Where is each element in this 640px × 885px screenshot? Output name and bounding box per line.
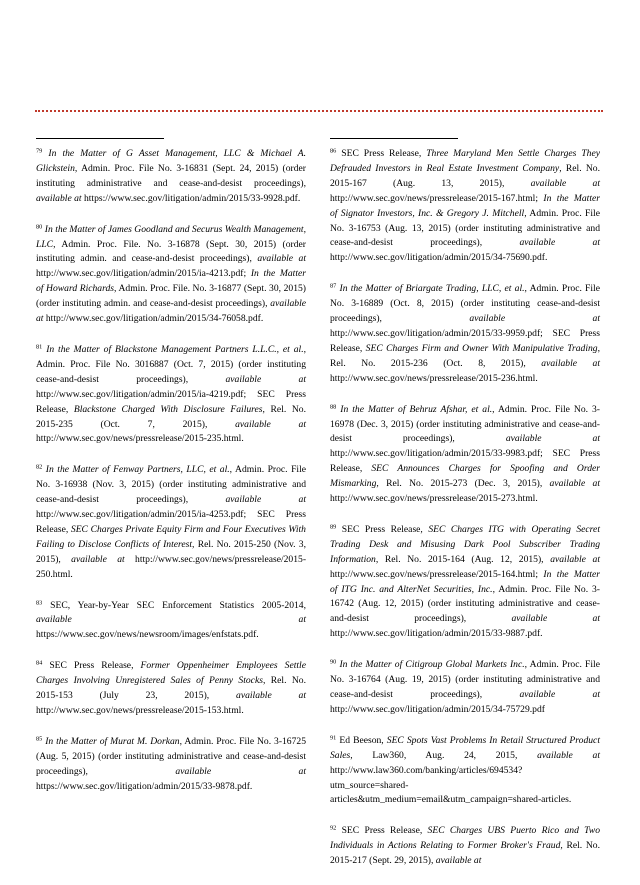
footnote-90	[330, 658, 600, 718]
footnote-79	[36, 147, 306, 207]
footnote-text: http://www.sec.gov/litigation/admin/2015/ia-4219.pdf; SEC Press Release,	[36, 388, 306, 415]
footnote-87	[330, 282, 600, 386]
footnote-text: https://www.sec.gov/litigation/admin/2015/33-9878.pdf.	[36, 780, 253, 792]
footnote-91	[330, 734, 600, 809]
footnote-81	[36, 343, 306, 447]
footnote-text: http://www.sec.gov/litigation/admin/2015/33-9983.pdf; SEC Press Release,	[330, 448, 600, 475]
footnote-italic-text: available at	[36, 614, 306, 626]
footnote-text: , Rel. No. 2015-273 (Dec. 3, 2015),	[376, 478, 550, 490]
footnote-italic-text: In the Matter of James Goodland and Securus Wealth Management, LLC	[36, 223, 306, 250]
footnote-text: , Admin. Proc. File No. 3-16831 (Sept. 24, 2015) (order instituting administrative and cease-and-desist proceedings),	[36, 162, 306, 189]
footnote-text: http://www.sec.gov/news/pressrelease/2015-167.html;	[330, 192, 544, 204]
footnote-separator	[36, 138, 164, 139]
footnote-italic-text: In the Matter of Behruz Afshar, et al.	[340, 403, 493, 415]
footnote-number: 88	[330, 403, 337, 410]
footnote-text: , Law360, Aug. 24, 2015,	[350, 749, 538, 761]
footnote-text: https://www.sec.gov/litigation/admin/2015/33-9928.pdf.	[81, 192, 301, 204]
footnote-italic-text: In the Matter of Howard Richards	[36, 268, 306, 295]
footnote-italic-text: available at	[549, 478, 600, 490]
footnote-83	[36, 599, 306, 644]
footnote-italic-text: available at	[36, 192, 82, 204]
footnote-list	[330, 147, 600, 869]
footnote-text: , Admin. Proc. File No. 3-16764 (Aug. 19, 2015) (order instituting administrative and cease-and-desist proceedings),	[330, 659, 600, 700]
footnote-italic-text: available at	[550, 553, 601, 565]
footnote-italic-text: available at	[36, 298, 306, 325]
footnote-italic-text: available at	[530, 177, 600, 189]
footnote-text: http://www.sec.gov/litigation/admin/2015/33-9887.pdf.	[330, 628, 543, 640]
footnote-text: http://www.sec.gov/news/pressrelease/2015-236.html.	[330, 372, 538, 384]
footnote-number: 84	[36, 659, 43, 667]
footnote-text: http://www.sec.gov/litigation/admin/2015/34-76058.pdf.	[43, 313, 264, 325]
footnote-text: , Rel. No. 2015-164 (Aug. 12, 2015),	[375, 553, 551, 565]
footnote-italic-text: In the Matter of Signator Investors, Inc. & Gregory J. Mitchell	[330, 192, 601, 219]
footnote-italic-text: available at	[175, 765, 306, 777]
section-divider	[35, 110, 603, 112]
footnote-italic-text: Blackstone Charged With Disclosure Failures	[73, 403, 263, 415]
footnote-italic-text: available at	[71, 553, 125, 565]
footnote-text: http://www.sec.gov/news/pressrelease/2015-153.html.	[36, 705, 244, 716]
footnotes-right-column	[330, 138, 600, 885]
footnote-italic-text: available at	[469, 313, 600, 325]
footnote-text: http://www.sec.gov/litigation/admin/2015/33-9959.pdf; SEC Press Release,	[330, 327, 600, 354]
footnote-84	[36, 659, 306, 719]
footnote-number: 79	[36, 147, 43, 155]
footnote-italic-text: In the Matter of G Asset Management, LLC & Michael A. Glickstein	[36, 148, 307, 174]
footnote-text: , Rel. No. 2015-153 (July 23, 2015),	[36, 675, 306, 702]
footnote-text: SEC, Year-by-Year SEC Enforcement Statistics 2005-2014,	[50, 599, 306, 611]
footnote-italic-text: available at	[511, 613, 600, 625]
footnote-text: , Admin. Proc. File. No. 3-16877 (Sept. 30, 2015)(order instituting admin. and cease-and-desist proceedings),	[36, 283, 307, 310]
footnote-italic-text: Three Maryland Men Settle Charges They Defrauded Investors in Real Estate Investment Company	[330, 148, 600, 174]
footnotes-left-column	[36, 138, 306, 811]
footnote-italic-text: SEC Announces Charges for Spoofing and Order Mismarking	[330, 463, 600, 490]
footnote-number: 86	[330, 147, 337, 155]
footnote-text: SEC Press Release,	[341, 825, 428, 837]
footnote-88	[330, 403, 600, 507]
footnote-text: http://www.sec.gov/news/pressrelease/2015-235.html.	[36, 433, 244, 445]
footnote-number: 83	[36, 598, 43, 606]
footnote-text: http://www.sec.gov/litigation/admin/2015/ia-4253.pdf; SEC Press Release,	[36, 509, 306, 535]
footnote-text: , Admin. Proc. File No. 3-16742 (Aug. 12, 2015) (order instituting administrative and cease-and-desist proceedings),	[330, 583, 600, 625]
footnote-86	[330, 147, 600, 266]
footnote-82	[36, 463, 306, 582]
footnote-text: , Admin. Proc. File No. 3-16978 (Dec. 3, 2015) (order instituting administrative and cease-and-desist proceedings),	[330, 403, 600, 445]
footnote-text: http://www.law360.com/banking/articles/694534?utm_source=shared-articles&utm_medium=email&utm_campaign=shared-articles.	[330, 764, 572, 806]
footnote-number: 81	[36, 343, 43, 351]
footnote-text: SEC Press Release,	[341, 148, 427, 159]
footnote-text: http://www.sec.gov/news/pressrelease/2015-250.html.	[36, 553, 307, 580]
footnote-italic-text: In the Matter of Fenway Partners, LLC, et al.	[45, 464, 230, 476]
footnote-text: SEC Press Release,	[49, 660, 141, 672]
footnote-92	[330, 824, 600, 869]
footnote-italic-text: SEC Charges ITG with Operating Secret Trading Desk and Misusing Dark Pool Subscriber Trading Information	[330, 523, 600, 565]
footnote-italic-text: available at	[257, 253, 307, 265]
footnote-italic-text: available at	[519, 689, 601, 700]
footnote-text: SEC Press Release,	[341, 523, 429, 535]
footnote-italic-text: SEC Spots Vast Problems In Retail Structured Product Sales	[330, 734, 600, 761]
footnote-italic-text: available at	[225, 373, 307, 385]
footnote-italic-text: available at	[537, 749, 600, 761]
footnote-number: 90	[330, 658, 337, 666]
footnote-text: , Admin. Proc. File No. 3-16938 (Nov. 3, 2015) (order instituting administrative and cease-and-desist proceedings),	[36, 464, 306, 506]
footnote-89	[330, 523, 600, 642]
footnote-separator	[330, 138, 458, 139]
footnote-text: http://www.sec.gov/litigation/admin/2015/ia-4213.pdf;	[36, 268, 251, 280]
footnote-italic-text: In the Matter of Citigroup Global Markets Inc.	[339, 659, 525, 671]
footnote-italic-text: SEC Charges Private Equity Firm and Four Executives With Failing to Disclose Conflicts of Interest	[36, 523, 306, 550]
footnote-85	[36, 735, 306, 795]
footnote-number: 80	[36, 223, 43, 231]
footnote-text: , Rel. No. 2015-217 (Sept. 29, 2015),	[330, 840, 600, 867]
footnote-italic-text: available at	[236, 690, 306, 702]
footnote-number: 91	[330, 734, 337, 742]
footnote-italic-text: Former Oppenheimer Employees Settle Charges Involving Unregistered Sales of Penny Stocks	[36, 660, 306, 687]
footnote-italic-text: available at	[541, 357, 601, 369]
footnote-italic-text: available at	[225, 494, 307, 506]
footnote-italic-text: available at	[519, 237, 601, 249]
footnote-number: 89	[330, 523, 337, 531]
footnote-italic-text: In the Matter of ITG Inc. and AlterNet Securities, Inc.	[330, 568, 601, 595]
footnote-text: , Admin. Proc. File No. 3-16753 (Aug. 13, 2015) (order instituting administrative and cease-and-desist proceedings),	[330, 207, 600, 249]
footnote-text: http://www.sec.gov/litigation/admin/2015/34-75729.pdf	[330, 703, 545, 715]
footnote-number: 92	[330, 824, 337, 832]
footnote-number: 87	[330, 282, 337, 290]
footnote-text: http://www.sec.gov/news/pressrelease/2015-273.html.	[330, 493, 538, 505]
footnote-italic-text: SEC Charges UBS Puerto Rico and Two Individuals in Actions Relating to Former Broker's Fraud	[330, 825, 600, 852]
footnote-text: , Admin. Proc. File No. 3016887 (Oct. 7, 2015) (order instituting cease-and-desist proceedings),	[36, 343, 306, 385]
footnote-italic-text: available at	[435, 855, 482, 867]
footnote-text: https://www.sec.gov/news/newsroom/images/enfstats.pdf.	[36, 629, 259, 641]
footnote-number: 85	[36, 735, 43, 743]
footnote-italic-text: SEC Charges Firm and Owner With Manipulative Trading	[365, 342, 598, 354]
footnote-text: http://www.sec.gov/news/pressrelease/2015-164.html;	[330, 568, 544, 580]
footnote-italic-text: In the Matter of Murat M. Dorkan	[45, 735, 180, 747]
footnote-italic-text: In the Matter of Briargate Trading, LLC, et al.	[339, 283, 525, 295]
footnote-text: , Rel. No. 2015-236 (Oct. 8, 2015),	[330, 342, 600, 369]
footnote-text: http://www.sec.gov/litigation/admin/2015/34-75690.pdf.	[330, 252, 548, 264]
footnote-text: , Rel. No. 2015-167 (Aug. 13, 2015),	[330, 162, 600, 189]
footnote-text: , Rel. No. 2015-235 (Oct. 7, 2015),	[36, 403, 306, 430]
footnote-80	[36, 223, 306, 327]
footnote-text: , Admin. Proc. File No. 3-16889 (Oct. 8, 2015) (order instituting cease-and-desist proceedings),	[330, 283, 600, 325]
footnote-italic-text: available at	[505, 433, 600, 445]
footnote-list	[36, 147, 306, 795]
footnote-text: , Admin. Proc. File. No. 3-16878 (Sept. 30, 2015) (order instituting admin. and cease-and-desist proceedings),	[36, 238, 306, 265]
footnote-text: , Rel. No. 2015-250 (Nov. 3, 2015),	[36, 538, 306, 565]
footnote-italic-text: available at	[235, 418, 306, 430]
footnote-number: 82	[36, 463, 43, 471]
footnote-italic-text: In the Matter of Blackstone Management Partners L.L.C., et al.	[46, 343, 304, 355]
footnote-text: Ed Beeson,	[339, 734, 387, 746]
footnote-text: , Admin. Proc. File No. 3-16725 (Aug. 5, 2015) (order instituting administrative and cease-and-desist proceedings),	[36, 735, 306, 777]
